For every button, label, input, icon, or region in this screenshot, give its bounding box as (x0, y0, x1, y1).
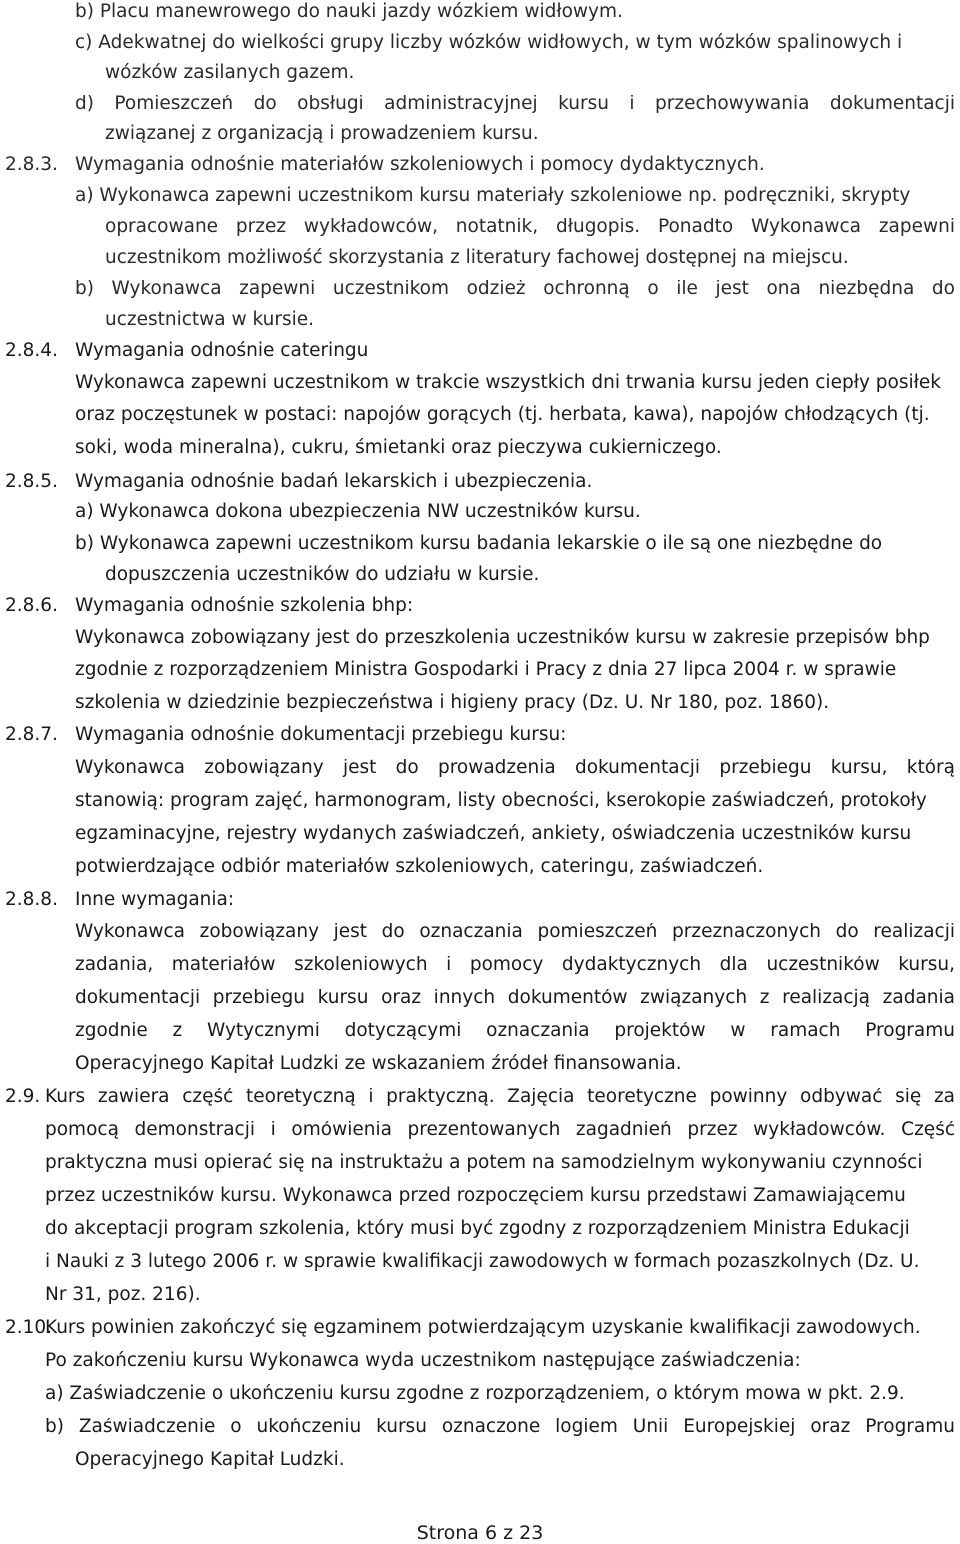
paragraph-line: oraz poczęstunek w postaci: napojów gorących (tj. herbata, kawa), napojów chłodzących (tj. (75, 404, 930, 425)
section-heading: Wymagania odnośnie badań lekarskich i ubezpieczenia. (75, 471, 593, 492)
paragraph-line: do akceptacji program szkolenia, który musi być zgodny z rozporządzeniem Ministra Edukacji (45, 1218, 910, 1239)
paragraph-line: zgodnie z rozporządzeniem Ministra Gospodarki i Pracy z dnia 27 lipca 2004 r. w sprawie (75, 659, 897, 680)
list-item-a: a) Wykonawca dokona ubezpieczenia NW uczestników kursu. (75, 501, 641, 522)
list-item-a: a) Wykonawca zapewni uczestnikom kursu materiały szkoleniowe np. podręczniki, skrypty (75, 185, 911, 206)
paragraph-line: Wykonawca zobowiązany jest do oznaczania pomieszczeń przeznaczonych do realizacji (75, 923, 955, 942)
section-number: 2.8.4. (5, 340, 58, 361)
list-item-d: d) Pomieszczeń do obsługi administracyjnej kursu i przechowywania dokumentacji (75, 95, 955, 114)
paragraph-line: Kurs zawiera część teoretyczną i praktyczną. Zajęcia teoretyczne powinny odbywać się za (45, 1088, 955, 1107)
list-item-b: b) Wykonawca zapewni uczestnikom odzież ochronną o ile jest ona niezbędna do (75, 280, 955, 299)
list-item-b: b) Zaświadczenie o ukończeniu kursu oznaczone logiem Unii Europejskiej oraz Programu (45, 1418, 955, 1437)
paragraph-line: Operacyjnego Kapitał Ludzki ze wskazaniem źródeł finansowania. (75, 1053, 682, 1074)
paragraph-line: praktyczna musi opierać się na instruktażu a potem na samodzielnym wykonywaniu czynności (45, 1152, 923, 1173)
paragraph-line: Nr 31, poz. 216). (45, 1284, 201, 1305)
total-pages-number: 23 (519, 1522, 544, 1544)
page-footer (0, 1522, 960, 1544)
paragraph-line: pomocą demonstracji i omówienia prezentowanych zagadnień przez wykładowców. Część (45, 1121, 955, 1140)
footer-mid: z (503, 1522, 514, 1544)
list-item-b: b) Placu manewrowego do nauki jazdy wózkiem widłowym. (75, 1, 623, 22)
paragraph-line: Kurs powinien zakończyć się egzaminem potwierdzającym uzyskanie kwalifikacji zawodowych. (45, 1317, 921, 1338)
paragraph-line: potwierdzające odbiór materiałów szkoleniowych, cateringu, zaświadczeń. (75, 856, 764, 877)
list-item-b-cont: Operacyjnego Kapitał Ludzki. (75, 1449, 345, 1470)
list-item-c-cont: wózków zasilanych gazem. (105, 62, 355, 83)
paragraph-line: soki, woda mineralna), cukru, śmietanki oraz pieczywa cukierniczego. (75, 437, 722, 458)
list-item-a-cont: uczestnikom możliwość skorzystania z literatury fachowej dostępnej na miejscu. (105, 247, 849, 268)
paragraph-line: Wykonawca zapewni uczestnikom w trakcie wszystkich dni trwania kursu jeden ciepły posiłek (75, 372, 941, 393)
section-number: 2.9. (5, 1086, 41, 1107)
section-heading: Wymagania odnośnie cateringu (75, 340, 369, 361)
list-item-a: a) Zaświadczenie o ukończeniu kursu zgodne z rozporządzeniem, o którym mowa w pkt. 2.9. (45, 1383, 905, 1404)
paragraph-line: zadania, materiałów szkoleniowych i pomocy dydaktycznych dla uczestników kursu, (75, 956, 955, 975)
section-heading: Inne wymagania: (75, 889, 235, 910)
paragraph-line: przez uczestników kursu. Wykonawca przed rozpoczęciem kursu przedstawi Zamawiającemu (45, 1185, 906, 1206)
paragraph-line: szkolenia w dziedzinie bezpieczeństwa i higieny pracy (Dz. U. Nr 180, poz. 1860). (75, 692, 830, 713)
section-number: 2.8.5. (5, 471, 58, 492)
list-item-d-cont: związanej z organizacją i prowadzeniem kursu. (105, 123, 539, 144)
list-item-b-cont: uczestnictwa w kursie. (105, 309, 315, 330)
paragraph-line: zgodnie z Wytycznymi dotyczącymi oznaczania projektów w ramach Programu (75, 1022, 955, 1041)
current-page-number: 6 (484, 1522, 498, 1544)
section-heading: Wymagania odnośnie dokumentacji przebiegu kursu: (75, 724, 567, 745)
paragraph-line: Po zakończeniu kursu Wykonawca wyda uczestnikom następujące zaświadczenia: (45, 1350, 801, 1371)
paragraph-line: Wykonawca zobowiązany jest do prowadzenia dokumentacji przebiegu kursu, którą (75, 759, 955, 778)
list-item-b-cont: dopuszczenia uczestników do udziału w kursie. (105, 564, 540, 585)
paragraph-line: Wykonawca zobowiązany jest do przeszkolenia uczestników kursu w zakresie przepisów bhp (75, 627, 930, 648)
section-number: 2.8.3. (5, 154, 58, 175)
list-item-a-cont: opracowane przez wykładowców, notatnik, długopis. Ponadto Wykonawca zapewni (105, 218, 955, 237)
list-item-c: c) Adekwatnej do wielkości grupy liczby wózków widłowych, w tym wózków spalinowych i (75, 32, 903, 53)
section-heading: Wymagania odnośnie szkolenia bhp: (75, 595, 414, 616)
paragraph-line: dokumentacji przebiegu kursu oraz innych dokumentów związanych z realizacją zadania (75, 989, 955, 1008)
section-number: 2.8.7. (5, 724, 58, 745)
section-number: 2.8.6. (5, 595, 58, 616)
list-item-b: b) Wykonawca zapewni uczestnikom kursu badania lekarskie o ile są one niezbędne do (75, 533, 883, 554)
paragraph-line: i Nauki z 3 lutego 2006 r. w sprawie kwalifikacji zawodowych w formach pozaszkolnych (Dz. U. (45, 1251, 920, 1272)
footer-prefix: Strona (416, 1522, 479, 1544)
section-number: 2.10. (5, 1317, 53, 1338)
paragraph-line: egzaminacyjne, rejestry wydanych zaświadczeń, ankiety, oświadczenia uczestników kursu (75, 823, 912, 844)
paragraph-line: stanowią: program zajęć, harmonogram, listy obecności, kserokopie zaświadczeń, protokoły (75, 790, 927, 811)
section-number: 2.8.8. (5, 889, 58, 910)
section-heading: Wymagania odnośnie materiałów szkoleniowych i pomocy dydaktycznych. (75, 154, 765, 175)
